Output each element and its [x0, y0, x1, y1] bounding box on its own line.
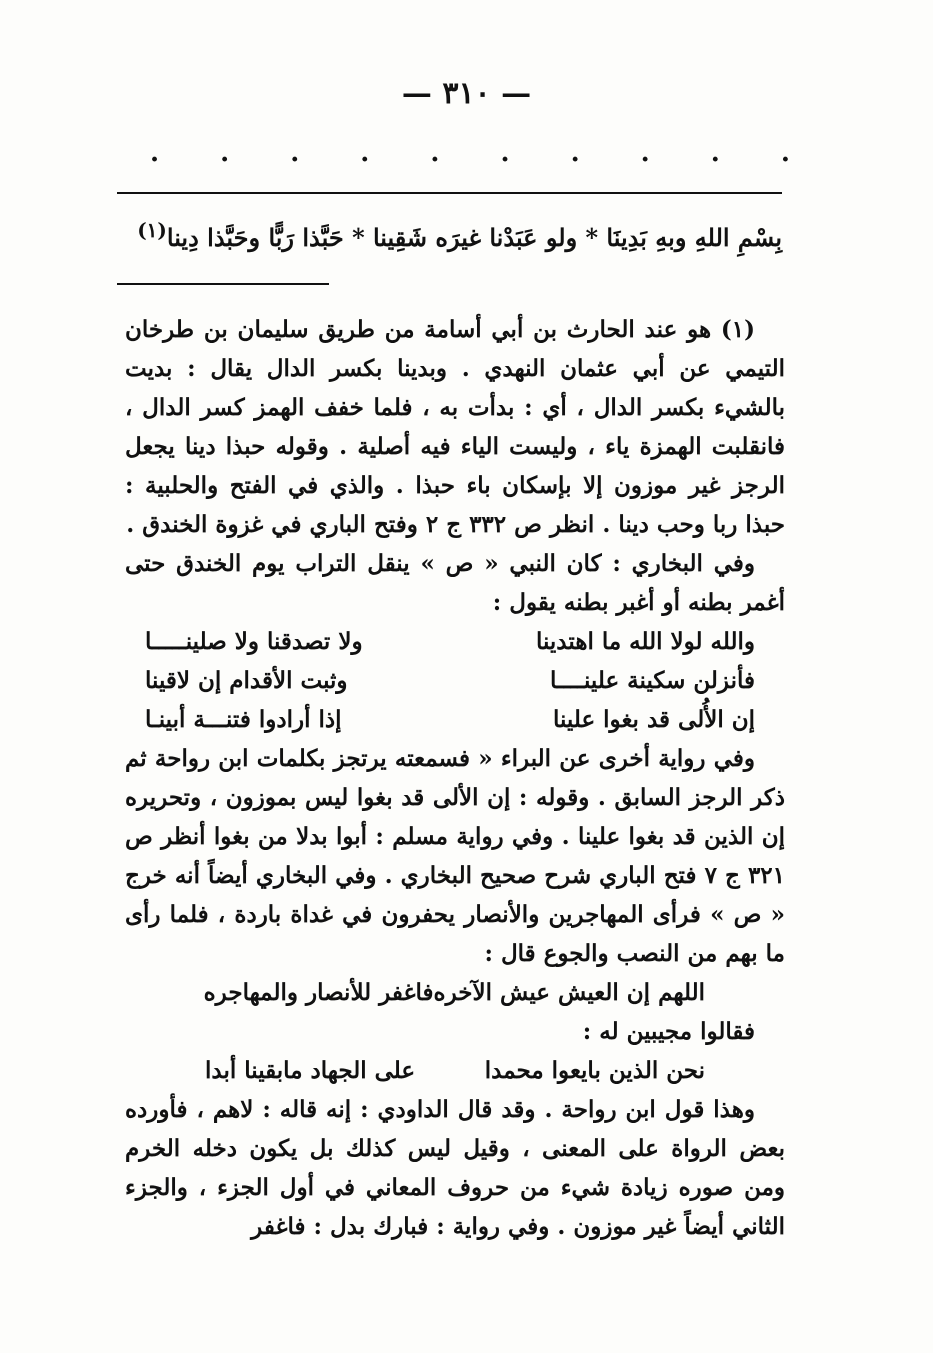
poem-line: [125, 1051, 785, 1090]
hemistich-right: فأنزلن سكينة علينــــا: [550, 667, 755, 694]
poem-line: [125, 700, 785, 739]
poem-2: [125, 973, 785, 1012]
dot: ·: [290, 145, 300, 175]
hemistich-left: على الجهاد مابقينا أبدا: [205, 1057, 416, 1084]
dot: ·: [570, 145, 580, 175]
verse-text: بِسْمِ اللهِ وبهِ بَدِينَا * ولو عَبَدْنا غيرَه شَقِينا * حَبَّذا رَبًّا وحَبَّذا دِينا: [166, 223, 782, 252]
poem-3: [125, 1051, 785, 1090]
hemistich-left: فاغفر للأنصار والمهاجره: [203, 979, 434, 1006]
footnote-paragraph-4: فقالوا مجيبين له :: [582, 1018, 755, 1045]
dot: ·: [430, 145, 440, 175]
hemistich-left: وثبت الأقدام إن لاقينا: [145, 667, 348, 694]
dot: ·: [150, 145, 160, 175]
poem-line: [125, 661, 785, 700]
hemistich-right: إن الأُلى قد بغوا علينا: [552, 706, 755, 733]
dot: ·: [710, 145, 720, 175]
poem-1: [125, 622, 785, 739]
hemistich-right: والله لولا الله ما اهتدينا: [535, 628, 755, 655]
footnote-divider: [117, 283, 329, 285]
poem-line: [125, 622, 785, 661]
main-verse: [117, 210, 782, 258]
ornamental-dots: [150, 145, 790, 175]
hemistich-left: ولا تصدقنا ولا صلينـــــا: [145, 628, 363, 655]
footnote-paragraph-5: وهذا قول ابن رواحة . وقد قال الداودي : إنه قاله : لاهم ، فأورده بعض الرواة على المعنى ، وقيل ليس كذلك بل يكون دخله الخرم ومن صوره زيادة شيء من حروف المعاني في أول الجزء ، والجزء الثاني أيضاً غير موزون . وفي رواية : فبارك بدل : فاغفر: [125, 1096, 785, 1240]
hemistich-left: إذا أرادوا فتنـــة أبينـا: [145, 706, 342, 733]
dot: ·: [640, 145, 650, 175]
footnote-paragraph-1: (١) هو عند الحارث بن أبي أسامة من طريق سليمان بن طرخان التيمي عن أبي عثمان النهدي . وبدينا بكسر الدال يقال : بديت بالشيء بكسر الدال ، أي : بدأت به ، فلما خفف الهمز كسر الدال ، فانقلبت الهمزة ياء ، وليست الياء فيه أصلية . وقوله حبذا دينا يجعل الرجز غير موزون إلا بإسكان باء حبذا . والذي في الفتح والحلبية : حبذا ربا وحب دينا . انظر ص ٣٣٢ ج ٢ وفتح الباري في غزوة الخندق .: [125, 316, 785, 538]
top-divider: [117, 192, 782, 194]
dot: ·: [500, 145, 510, 175]
footnote-block: [125, 310, 785, 1246]
footnote-marker: (١): [137, 218, 167, 242]
footnote-paragraph-2: وفي البخاري : كان النبي « ص » ينقل التراب يوم الخندق حتى أغمر بطنه أو أغبر بطنه يقول :: [125, 550, 785, 616]
hemistich-right: اللهم إن العيش عيش الآخره: [433, 979, 705, 1006]
page-number: — ٣١٠ —: [401, 76, 532, 111]
poem-line: [125, 973, 785, 1012]
hemistich-right: نحن الذين بايعوا محمدا: [484, 1057, 705, 1084]
dot: ·: [220, 145, 230, 175]
footnote-paragraph-3: وفي رواية أخرى عن البراء « فسمعته يرتجز بكلمات ابن رواحة ثم ذكر الرجز السابق . وقوله : إن الألى قد بغوا ليس بموزون ، وتحريره إن الذين قد بغوا علينا . وفي رواية مسلم : أبوا بدلا من بغوا أنظر ص ٣٢١ ج ٧ فتح الباري شرح صحيح البخاري . وفي البخاري أيضاً أنه خرج « ص » فرأى المهاجرين والأنصار يحفرون في غداة باردة ، فلما رأى ما بهم من النصب والجوع قال :: [125, 745, 786, 967]
dot: ·: [360, 145, 370, 175]
footnote-number: (١): [720, 316, 755, 343]
dot: ·: [780, 145, 790, 175]
